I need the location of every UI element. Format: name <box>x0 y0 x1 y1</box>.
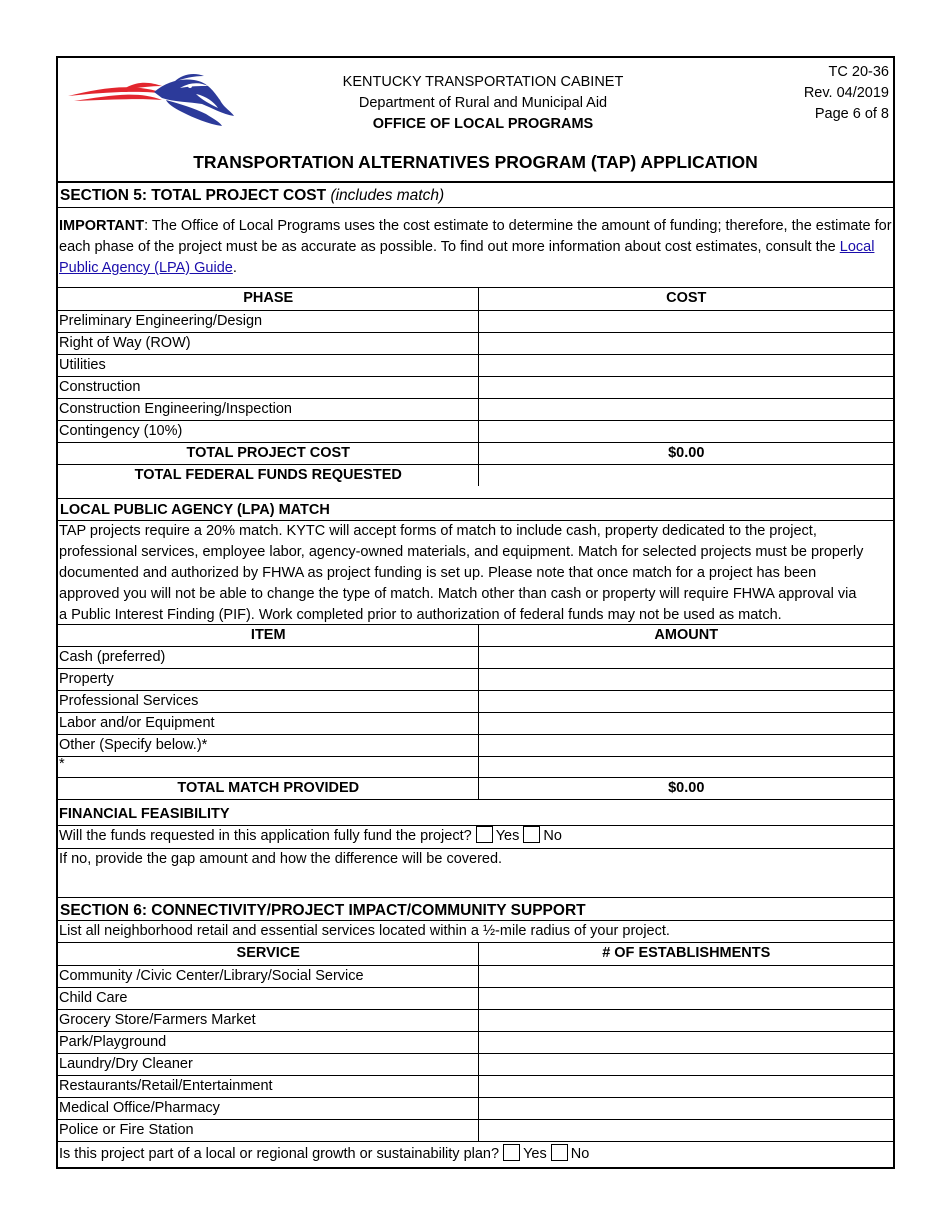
establishments-field[interactable] <box>478 1075 893 1097</box>
section6-title: SECTION 6: CONNECTIVITY/PROJECT IMPACT/COMMUNITY SUPPORT <box>60 902 586 919</box>
item-label: Cash (preferred) <box>58 647 478 669</box>
yes-label: Yes <box>495 828 520 844</box>
gap-prompt: If no, provide the gap amount and how the difference will be covered. <box>59 851 503 867</box>
match-text-line: professional services, employee labor, agency-owned materials, and equipment. Match for selected projects must be properly <box>59 544 864 560</box>
table-row <box>58 713 893 735</box>
form-header <box>58 58 893 183</box>
department-name: Department of Rural and Municipal Aid <box>358 95 608 111</box>
federal-funds-label: TOTAL FEDERAL FUNDS REQUESTED <box>134 466 402 483</box>
office-name: OFFICE OF LOCAL PROGRAMS <box>372 116 594 132</box>
yes-label: Yes <box>523 1146 547 1162</box>
services-table-header <box>58 943 893 965</box>
service-label: Laundry/Dry Cleaner <box>58 1053 478 1075</box>
important-label: IMPORTANT <box>59 218 145 234</box>
full-funding-no-checkbox[interactable] <box>523 826 540 843</box>
table-row <box>58 647 893 669</box>
total-match-value: $0.00 <box>478 778 893 800</box>
table-row <box>58 332 893 354</box>
important-text: : The Office of Local Programs uses the cost estimate to determine the amount of funding; therefore, the estimate for each phase of the project must be as accurate as possible. To find out more information about cost estimates, consult the <box>59 218 892 255</box>
service-label: Police or Fire Station <box>58 1119 478 1141</box>
federal-funds-field[interactable] <box>478 464 893 486</box>
sustainability-plan-row <box>58 1144 893 1167</box>
tap-application-form <box>56 56 895 1169</box>
table-row <box>58 987 893 1009</box>
form-number: TC 20-36 <box>828 64 889 80</box>
table-row <box>58 1075 893 1097</box>
service-label: Child Care <box>58 987 478 1009</box>
total-match-row <box>58 778 893 800</box>
important-note <box>58 216 893 288</box>
total-project-cost-value: $0.00 <box>478 442 893 464</box>
lpa-match-title: LOCAL PUBLIC AGENCY (LPA) MATCH <box>58 498 893 521</box>
no-label: No <box>543 828 562 844</box>
amount-header: AMOUNT <box>478 625 893 647</box>
no-label: No <box>570 1146 590 1162</box>
item-header: ITEM <box>58 625 478 647</box>
table-row <box>58 1097 893 1119</box>
amount-field[interactable] <box>478 691 893 713</box>
match-text-line: TAP projects require a 20% match. KYTC will accept forms of match to include cash, property dedicated to the project, <box>59 523 817 539</box>
link-tail: . <box>232 260 237 276</box>
application-title: TRANSPORTATION ALTERNATIVES PROGRAM (TAP) APPLICATION <box>193 152 758 172</box>
service-label: Medical Office/Pharmacy <box>58 1097 478 1119</box>
table-row <box>58 420 893 442</box>
total-match-label: TOTAL MATCH PROVIDED <box>58 778 478 800</box>
establishments-field[interactable] <box>478 987 893 1009</box>
establishments-header: # OF ESTABLISHMENTS <box>478 943 893 965</box>
item-label: Property <box>58 669 478 691</box>
form-revision: Rev. 04/2019 <box>803 85 889 101</box>
agency-block <box>308 72 658 135</box>
service-label: Restaurants/Retail/Entertainment <box>58 1075 478 1097</box>
table-row <box>58 310 893 332</box>
table-row <box>58 1053 893 1075</box>
amount-field[interactable] <box>478 713 893 735</box>
item-label: Professional Services <box>58 691 478 713</box>
match-text-line: documented and authorized by FHWA as project funding is set up. Please note that once match for a project has been <box>59 565 817 581</box>
phase-label: Contingency (10%) <box>58 420 478 442</box>
cost-field[interactable] <box>478 420 893 442</box>
cost-field[interactable] <box>478 310 893 332</box>
establishments-field[interactable] <box>478 1119 893 1141</box>
service-label: Community /Civic Center/Library/Social Service <box>58 965 478 987</box>
section5-title-note: (includes match) <box>330 187 445 204</box>
table-row <box>58 398 893 420</box>
item-label: Labor and/or Equipment <box>58 713 478 735</box>
sustainability-plan-question: Is this project part of a local or regional growth or sustainability plan? <box>59 1146 500 1162</box>
establishments-field[interactable] <box>478 1097 893 1119</box>
phase-label: Right of Way (ROW) <box>58 332 478 354</box>
plan-yes-checkbox[interactable] <box>503 1144 520 1161</box>
table-row <box>58 1009 893 1031</box>
match-text-line: approved you will not be able to change the type of match. Match other than cash or property will require FHWA approval via <box>59 586 857 602</box>
match-table-header <box>58 625 893 647</box>
page-number: Page 6 of 8 <box>814 106 889 122</box>
amount-field[interactable] <box>478 757 893 778</box>
cost-field[interactable] <box>478 398 893 420</box>
federal-funds-row <box>58 464 893 486</box>
lpa-guide-link[interactable]: Local Public Agency (LPA) Guide <box>59 239 875 276</box>
amount-field[interactable] <box>478 735 893 757</box>
table-row <box>58 669 893 691</box>
cost-table-header <box>58 288 893 310</box>
table-row <box>58 1031 893 1053</box>
phase-header: PHASE <box>58 288 478 310</box>
cost-field[interactable] <box>478 332 893 354</box>
establishments-field[interactable] <box>478 1009 893 1031</box>
financial-feasibility-title: FINANCIAL FEASIBILITY <box>58 804 893 826</box>
gap-amount-field[interactable] <box>58 849 893 898</box>
table-row <box>58 1119 893 1141</box>
cost-header: COST <box>478 288 893 310</box>
cost-field[interactable] <box>478 354 893 376</box>
amount-field[interactable] <box>478 647 893 669</box>
cost-field[interactable] <box>478 376 893 398</box>
table-row <box>58 757 893 778</box>
section5-title <box>58 185 893 208</box>
form-id-block <box>804 62 889 125</box>
service-label: Park/Playground <box>58 1031 478 1053</box>
table-row <box>58 735 893 757</box>
amount-field[interactable] <box>478 669 893 691</box>
service-label: Grocery Store/Farmers Market <box>58 1009 478 1031</box>
table-row <box>58 691 893 713</box>
phase-label: Construction Engineering/Inspection <box>58 398 478 420</box>
table-row <box>58 965 893 987</box>
service-header: SERVICE <box>58 943 478 965</box>
phase-label: Preliminary Engineering/Design <box>58 310 478 332</box>
total-project-cost-row <box>58 442 893 464</box>
full-funding-question: Will the funds requested in this application fully fund the project? <box>59 828 472 844</box>
lpa-match-text <box>58 521 893 627</box>
kytc-logo-icon <box>62 68 237 130</box>
item-label: Other (Specify below.)* <box>58 735 478 757</box>
phase-label: Utilities <box>58 354 478 376</box>
agency-name: KENTUCKY TRANSPORTATION CABINET <box>342 74 624 90</box>
phase-label: Construction <box>58 376 478 398</box>
plan-no-checkbox[interactable] <box>551 1144 568 1161</box>
establishments-field[interactable] <box>478 1031 893 1053</box>
cost-table <box>58 288 893 486</box>
services-table <box>58 943 893 1142</box>
section5-title-text: SECTION 5: TOTAL PROJECT COST <box>60 187 327 204</box>
establishments-field[interactable] <box>478 965 893 987</box>
other-specify-field[interactable]: * <box>58 757 478 778</box>
full-funding-question-row <box>58 826 893 849</box>
section6-instruction: List all neighborhood retail and essential services located within a ½-mile radius of your project. <box>58 920 893 943</box>
table-row <box>58 376 893 398</box>
total-project-cost-label: TOTAL PROJECT COST <box>58 442 478 464</box>
match-table <box>58 624 893 800</box>
table-row <box>58 354 893 376</box>
match-text-line: a Public Interest Finding (PIF). Work completed prior to authorization of federal funds may not be used as match. <box>59 607 782 623</box>
full-funding-yes-checkbox[interactable] <box>476 826 493 843</box>
establishments-field[interactable] <box>478 1053 893 1075</box>
